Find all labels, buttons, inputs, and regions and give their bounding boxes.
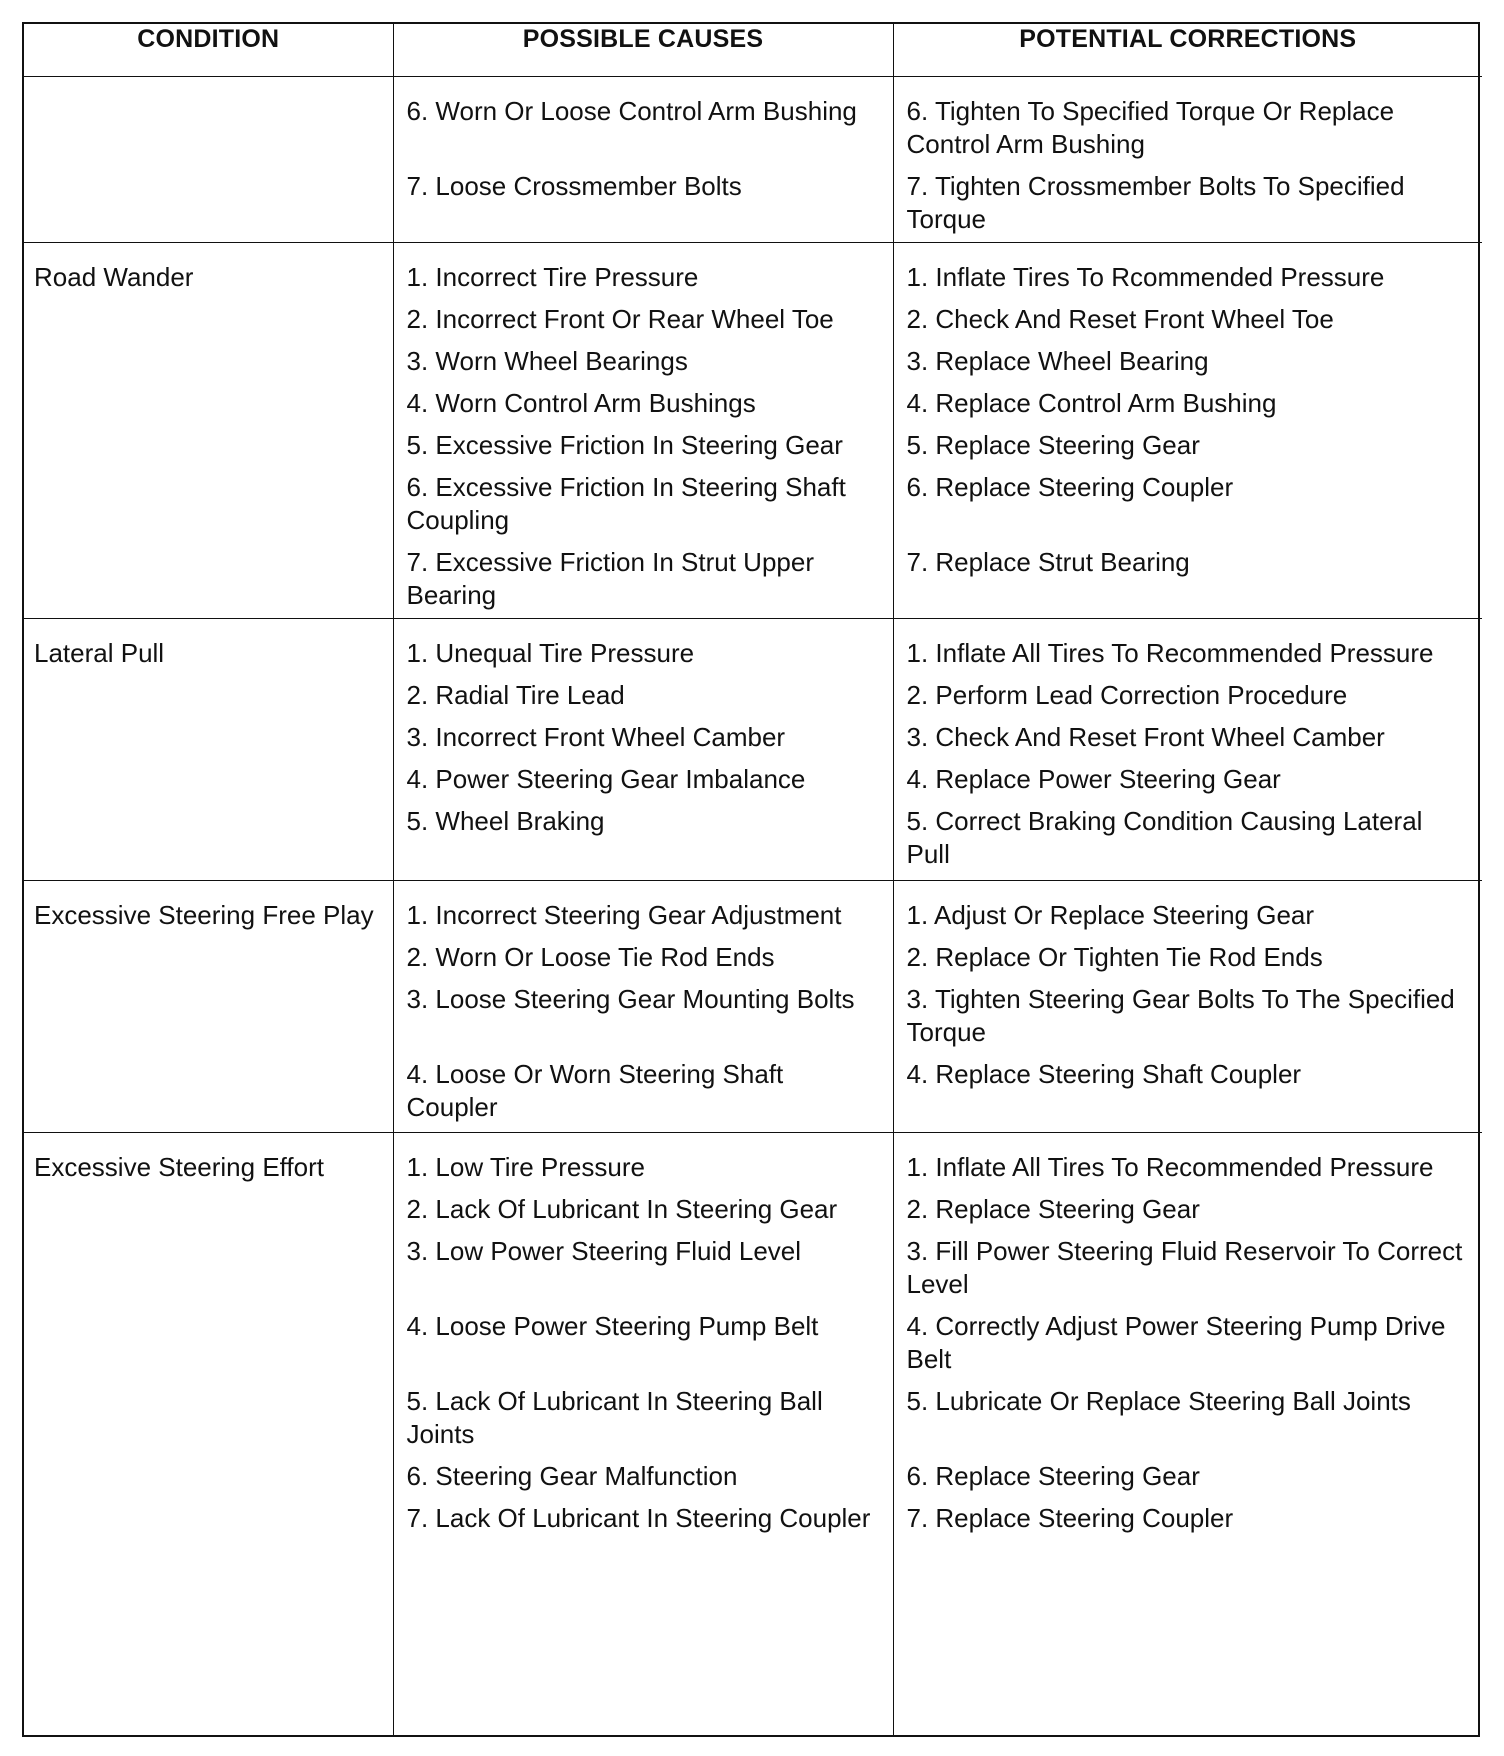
correction-item: 1. Inflate Tires To Rcommended Pressure xyxy=(906,261,1385,292)
correction-item: 2. Replace Steering Gear xyxy=(906,1193,1200,1224)
correction-item: 4. Replace Steering Shaft Coupler xyxy=(906,1058,1302,1089)
correction-item: 6. Tighten To Specified Torque Or Replace Control Arm Bushing xyxy=(906,95,1395,159)
corrections-cell xyxy=(893,76,1482,242)
cause-item: 5. Wheel Braking xyxy=(406,805,605,836)
header-potential-corrections: POTENTIAL CORRECTIONS xyxy=(893,24,1482,76)
correction-item: 3. Replace Wheel Bearing xyxy=(906,345,1209,376)
cause-item: 4. Loose Or Worn Steering Shaft Coupler xyxy=(406,1058,784,1122)
cause-item: 4. Loose Power Steering Pump Belt xyxy=(406,1310,819,1341)
cause-item: 6. Worn Or Loose Control Arm Bushing xyxy=(406,95,857,126)
condition-label: Excessive Steering Free Play xyxy=(34,899,374,930)
correction-item: 4. Replace Control Arm Bushing xyxy=(906,387,1277,418)
table-row xyxy=(24,1132,1482,1735)
cause-item: 1. Low Tire Pressure xyxy=(406,1151,645,1182)
cause-item: 6. Excessive Friction In Steering Shaft Coupling xyxy=(406,471,846,535)
cause-item: 1. Incorrect Tire Pressure xyxy=(406,261,699,292)
correction-item: 3. Check And Reset Front Wheel Camber xyxy=(906,721,1385,752)
cause-item: 2. Lack Of Lubricant In Steering Gear xyxy=(406,1193,838,1224)
diagnosis-table-frame xyxy=(22,22,1480,1737)
cause-item: 1. Unequal Tire Pressure xyxy=(406,637,695,668)
correction-item: 2. Perform Lead Correction Procedure xyxy=(906,679,1348,710)
correction-item: 7. Replace Steering Coupler xyxy=(906,1502,1234,1533)
correction-item: 6. Replace Steering Gear xyxy=(906,1460,1200,1491)
diagnosis-table xyxy=(24,24,1482,1735)
table-row xyxy=(24,618,1482,880)
causes-cell xyxy=(393,76,893,242)
table-row xyxy=(24,76,1482,242)
correction-item: 6. Replace Steering Coupler xyxy=(906,471,1234,502)
correction-item: 3. Tighten Steering Gear Bolts To The Specified Torque xyxy=(906,983,1455,1047)
condition-cell xyxy=(24,242,393,618)
cause-item: 3. Incorrect Front Wheel Camber xyxy=(406,721,786,752)
condition-label xyxy=(34,95,381,128)
correction-item: 3. Fill Power Steering Fluid Reservoir To Correct Level xyxy=(906,1235,1463,1299)
correction-item: 4. Replace Power Steering Gear xyxy=(906,763,1281,794)
header-condition: CONDITION xyxy=(24,24,393,76)
cause-item: 6. Steering Gear Malfunction xyxy=(406,1460,738,1491)
correction-item: 1. Inflate All Tires To Recommended Pressure xyxy=(906,637,1434,668)
causes-cell xyxy=(393,880,893,1132)
correction-item: 7. Tighten Crossmember Bolts To Specified Torque xyxy=(906,170,1405,234)
corrections-cell xyxy=(893,1132,1482,1735)
correction-item: 2. Check And Reset Front Wheel Toe xyxy=(906,303,1334,334)
cause-item: 7. Excessive Friction In Strut Upper Bearing xyxy=(406,546,814,610)
cause-item: 3. Worn Wheel Bearings xyxy=(406,345,688,376)
header-row xyxy=(24,24,1482,76)
condition-label: Road Wander xyxy=(34,261,194,292)
condition-label: Lateral Pull xyxy=(34,637,165,668)
correction-item: 1. Inflate All Tires To Recommended Pressure xyxy=(906,1151,1434,1182)
cause-item: 2. Worn Or Loose Tie Rod Ends xyxy=(406,941,775,972)
table-row xyxy=(24,242,1482,618)
table-row xyxy=(24,880,1482,1132)
corrections-cell xyxy=(893,242,1482,618)
correction-item: 1. Adjust Or Replace Steering Gear xyxy=(906,899,1315,930)
correction-item: 2. Replace Or Tighten Tie Rod Ends xyxy=(906,941,1323,972)
cause-item: 2. Incorrect Front Or Rear Wheel Toe xyxy=(406,303,834,334)
cause-item: 4. Worn Control Arm Bushings xyxy=(406,387,756,418)
correction-item: 4. Correctly Adjust Power Steering Pump Drive Belt xyxy=(906,1310,1446,1374)
header-possible-causes: POSSIBLE CAUSES xyxy=(393,24,893,76)
correction-item: 5. Lubricate Or Replace Steering Ball Joints xyxy=(906,1385,1411,1416)
table-body xyxy=(24,76,1482,1735)
cause-item: 1. Incorrect Steering Gear Adjustment xyxy=(406,899,842,930)
condition-cell xyxy=(24,1132,393,1735)
cause-item: 7. Loose Crossmember Bolts xyxy=(406,170,742,201)
cause-item: 5. Excessive Friction In Steering Gear xyxy=(406,429,843,460)
condition-cell xyxy=(24,880,393,1132)
correction-item: 5. Correct Braking Condition Causing Lateral Pull xyxy=(906,805,1423,869)
causes-cell xyxy=(393,1132,893,1735)
condition-label: Excessive Steering Effort xyxy=(34,1151,324,1182)
correction-item: 5. Replace Steering Gear xyxy=(906,429,1200,460)
cause-item: 3. Loose Steering Gear Mounting Bolts xyxy=(406,983,855,1014)
causes-cell xyxy=(393,242,893,618)
condition-cell xyxy=(24,76,393,242)
correction-item: 7. Replace Strut Bearing xyxy=(906,546,1190,577)
condition-cell xyxy=(24,618,393,880)
cause-item: 4. Power Steering Gear Imbalance xyxy=(406,763,806,794)
corrections-cell xyxy=(893,618,1482,880)
corrections-cell xyxy=(893,880,1482,1132)
cause-item: 2. Radial Tire Lead xyxy=(406,679,625,710)
causes-cell xyxy=(393,618,893,880)
cause-item: 7. Lack Of Lubricant In Steering Coupler xyxy=(406,1502,871,1533)
cause-item: 5. Lack Of Lubricant In Steering Ball Joints xyxy=(406,1385,823,1449)
cause-item: 3. Low Power Steering Fluid Level xyxy=(406,1235,802,1266)
